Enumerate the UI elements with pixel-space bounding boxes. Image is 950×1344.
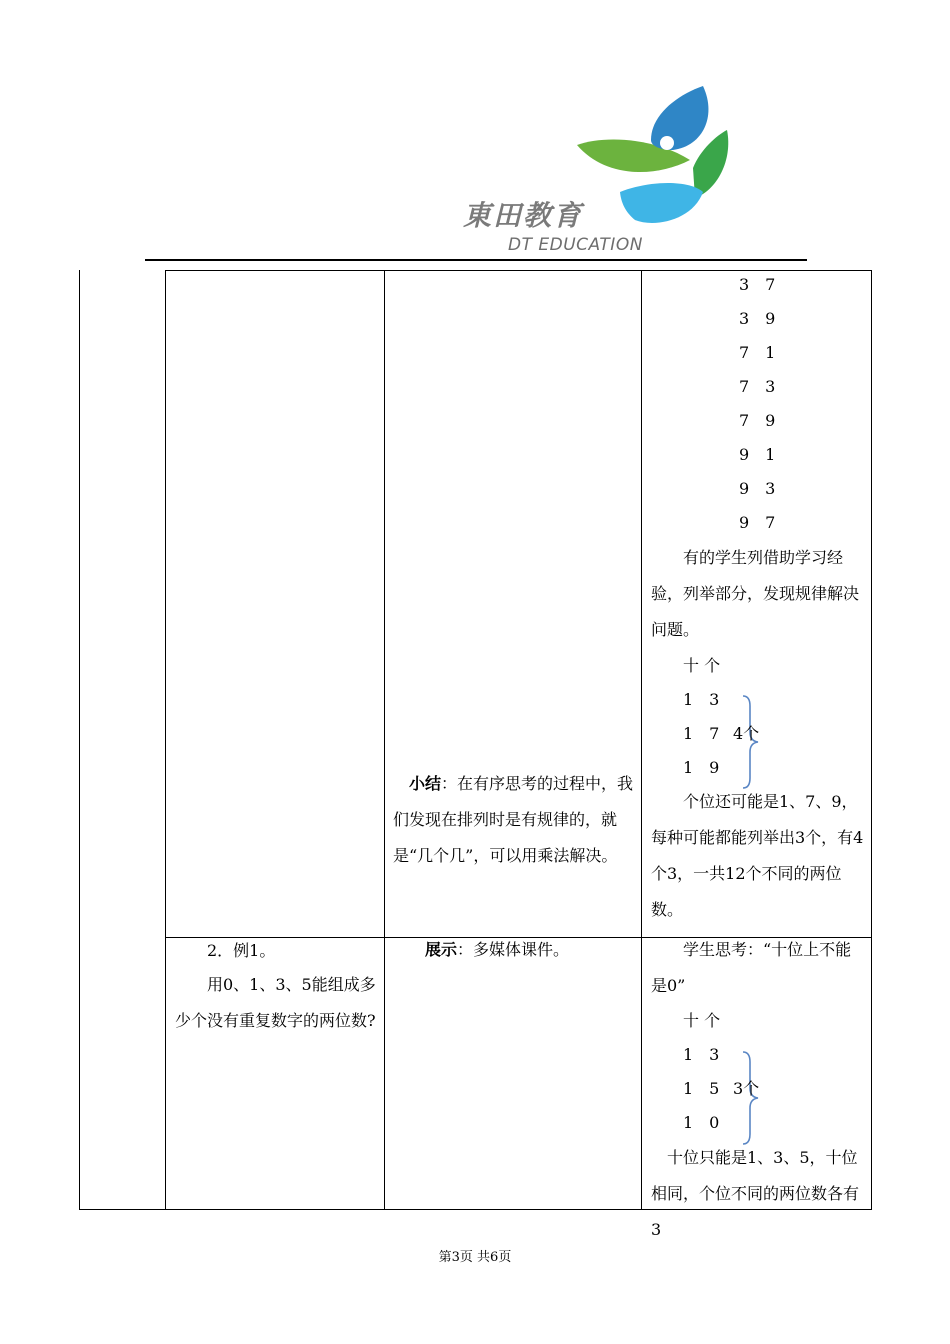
upper-digit-header: 十 个: [683, 656, 721, 675]
upper-col4-paragraph-2: 个位还可能是1、7、9，每种可能都能列举出3个，有4个3，一共12个不同的两位数。: [651, 792, 864, 919]
lesson-table: [79, 270, 872, 1239]
lower-group-item: 1 3: [683, 1045, 720, 1064]
header-rule: [145, 259, 807, 261]
table-divider-1: [165, 270, 166, 1210]
upper-col4-paragraph-1: 有的学生列借助学习经验，列举部分，发现规律解决问题。: [651, 548, 860, 639]
table-divider-2: [384, 270, 385, 1210]
logo-cn-text: 東田教育: [463, 199, 584, 232]
display-text: ：多媒体课件。: [457, 940, 570, 959]
page-footer: 第3页 共6页: [438, 1250, 512, 1265]
table-border-left: [79, 270, 80, 1210]
lower-group-item: 1 5: [683, 1079, 720, 1098]
summary-text: ：在有序思考的过程中，我们发现在排列时是有规律的，就是“几个几”，可以用乘法解决。: [393, 774, 634, 865]
pair-item: 7 1: [739, 343, 776, 362]
pair-item: 7 3: [739, 377, 776, 396]
pair-item: 9 3: [739, 479, 776, 498]
logo: [455, 80, 745, 260]
lower-group-count: 3个: [733, 1079, 760, 1098]
summary-label: 小结: [409, 774, 442, 793]
upper-group-count: 4个: [733, 724, 760, 743]
display-paragraph: [393, 932, 635, 968]
example-question: 用0、1、3、5能组成多少个没有重复数字的两位数?: [175, 975, 376, 1030]
pair-item: 3 7: [739, 275, 776, 294]
upper-group-item: 1 3: [683, 690, 720, 709]
pair-item: 9 1: [739, 445, 776, 464]
pair-item: 9 7: [739, 513, 776, 532]
pair-item: 3 9: [739, 309, 776, 328]
example-title: 2．例1。: [207, 941, 276, 960]
upper-group-item: 1 7: [683, 724, 720, 743]
display-label: 展示: [425, 940, 458, 959]
summary-paragraph: [393, 766, 635, 874]
pair-item: 7 9: [739, 411, 776, 430]
lower-col4-paragraph-2: 十位只能是1、3、5，十位相同，个位不同的两位数各有3: [651, 1148, 860, 1239]
lower-col4-paragraph-1: 学生思考：“十位上不能是0”: [651, 940, 852, 995]
lower-digit-header: 十 个: [683, 1011, 721, 1030]
upper-group-item: 1 9: [683, 758, 720, 777]
lower-group-item: 1 0: [683, 1113, 720, 1132]
logo-en-text: DT EDUCATION: [508, 235, 643, 255]
table-border-right: [871, 270, 872, 1210]
table-divider-3: [641, 270, 642, 1210]
